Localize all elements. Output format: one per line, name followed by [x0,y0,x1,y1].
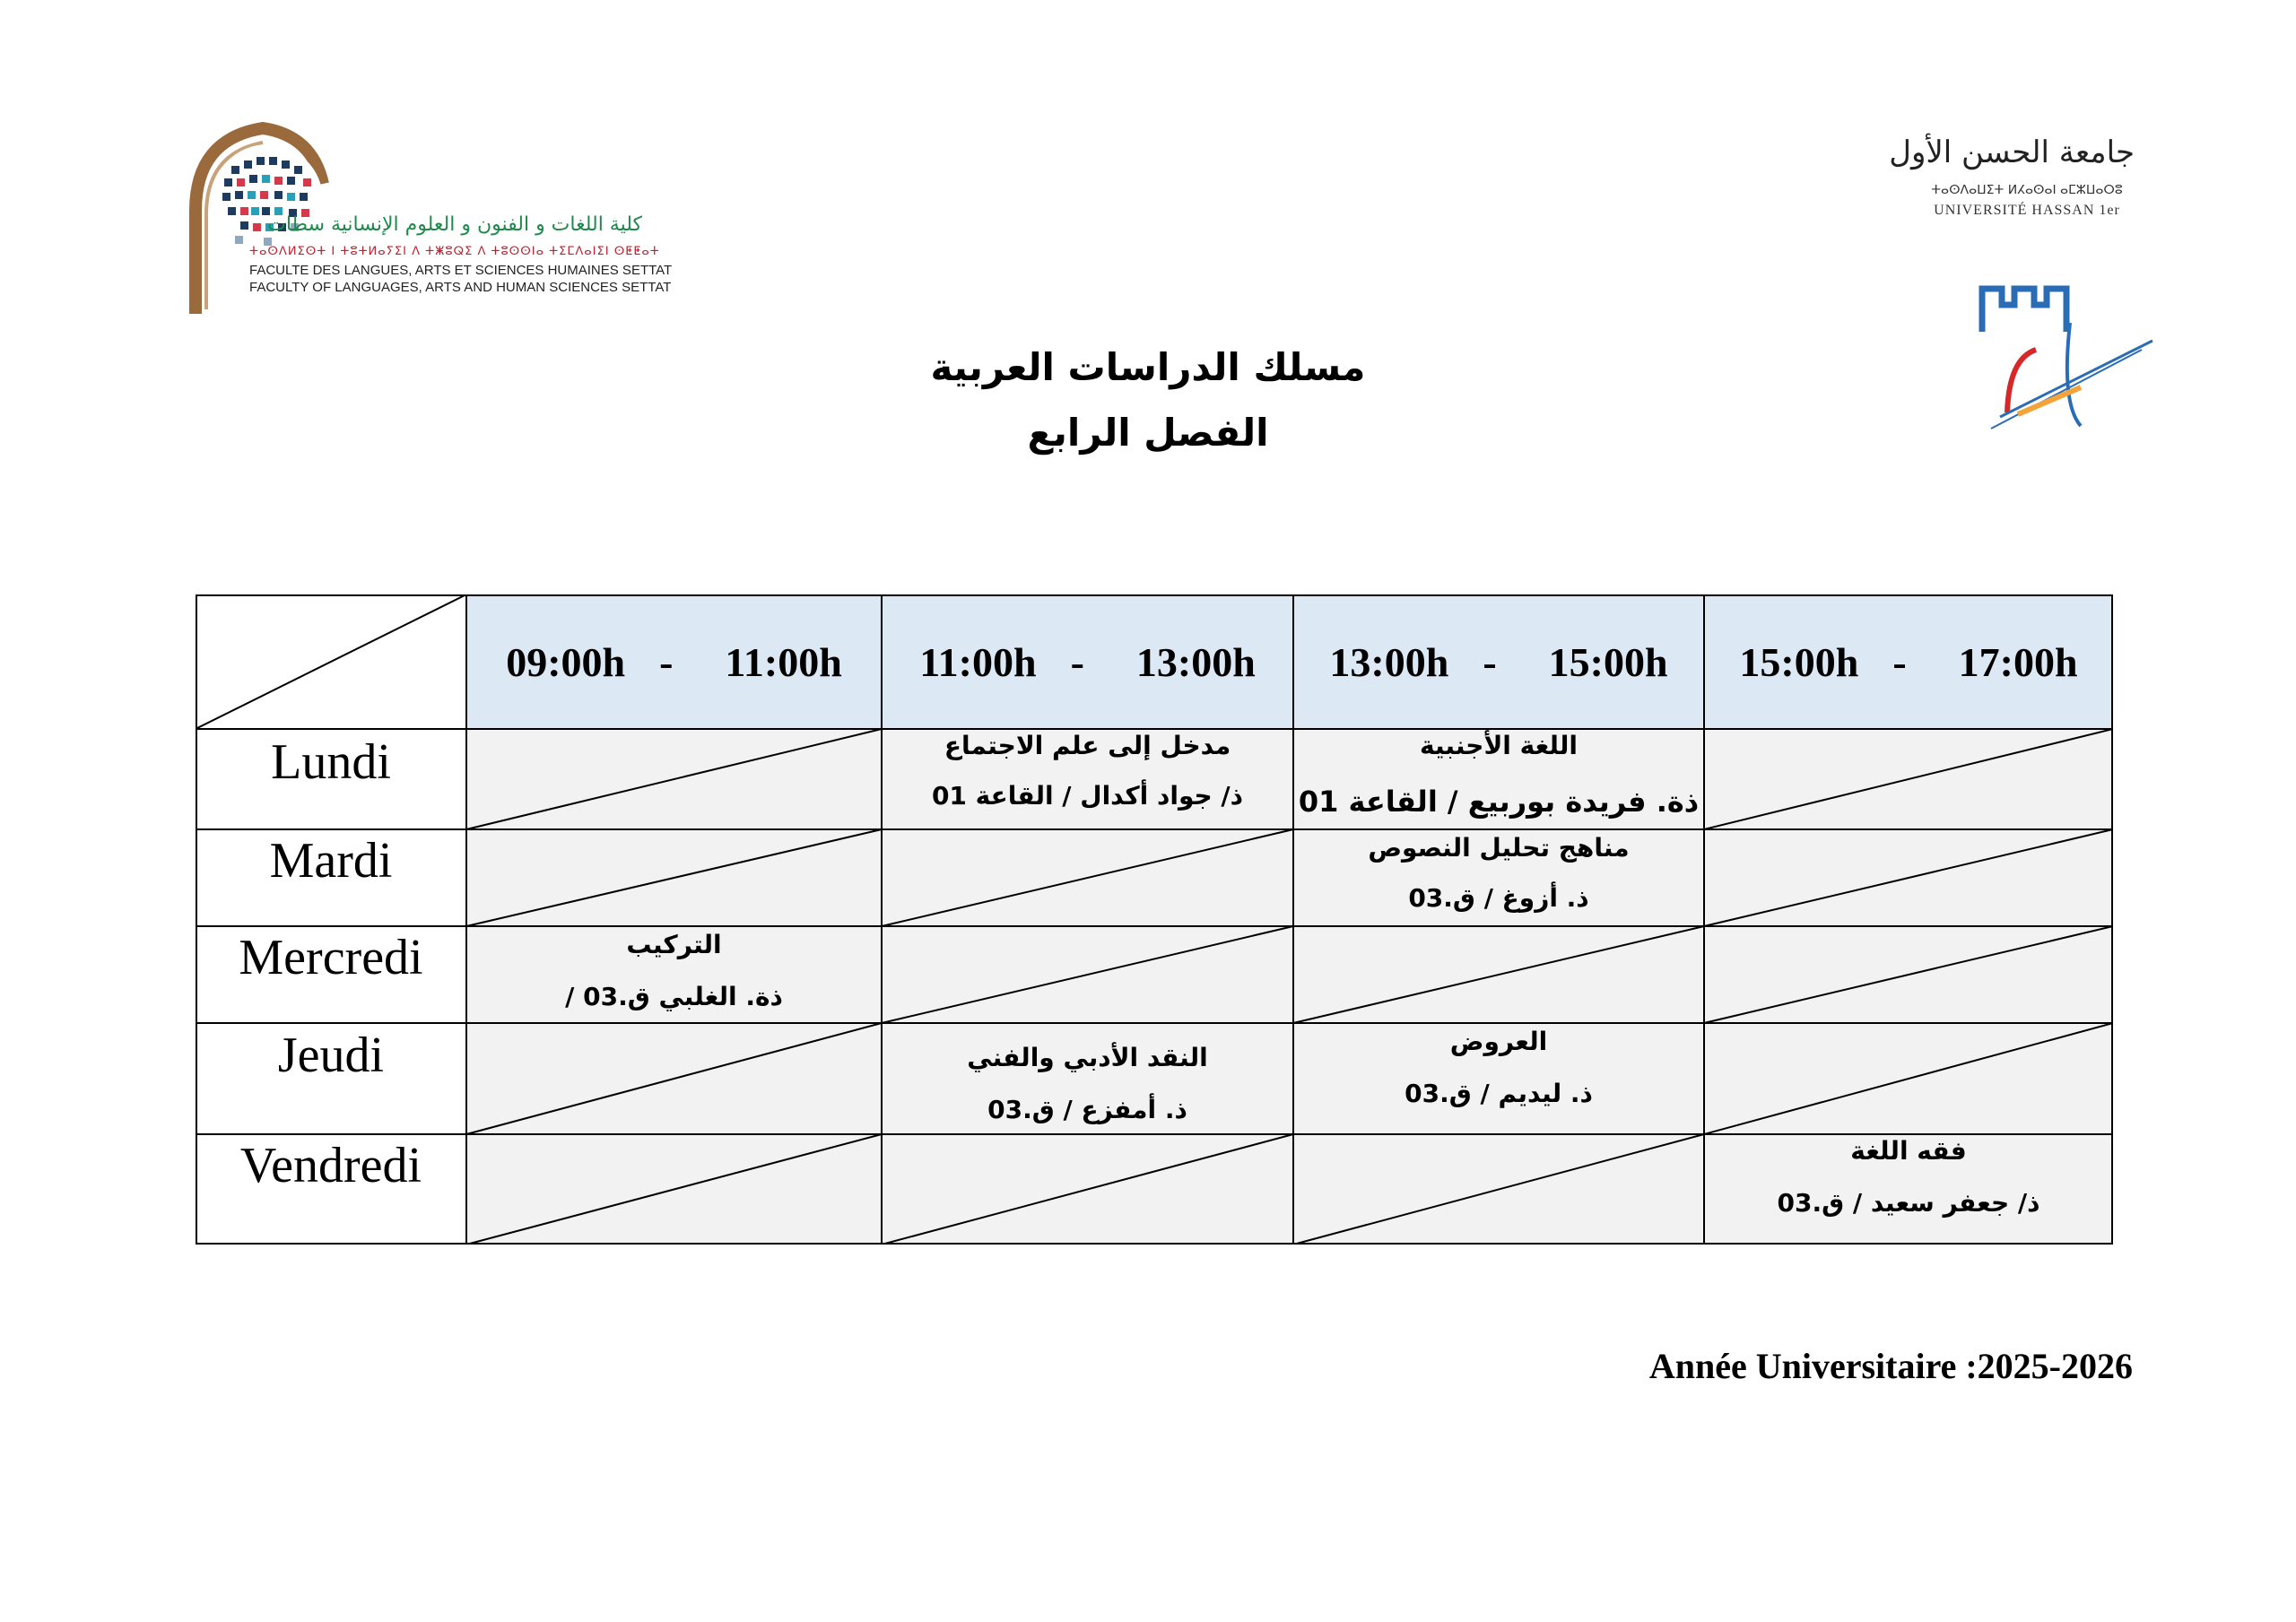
faculty-arabic-name: كلية اللغات و الفنون و العلوم الإنسانية سطات [267,213,642,236]
faculty-english-name: FACULTY OF LANGUAGES, ARTS AND HUMAN SCIENCES SETTAT [249,280,672,295]
faculty-logo [178,121,673,318]
time-slot-header: 15:00h - 17:00h [1739,638,2078,685]
university-tifinagh-name: ⵜⴰⵙⴷⴰⵡⵉⵜ ⵍⵃⴰⵙⴰⵏ ⴰⵎⵣⵡⴰⵔⵓ [1931,183,2123,197]
day-label: Jeudi [277,1028,385,1083]
session-detail: ذة. فريدة بوربيع / القاعة 01 [1298,785,1700,819]
session-detail: ذ/ جواد أكدال / القاعة 01 [931,781,1244,811]
time-slot-header: 09:00h - 11:00h [506,638,842,685]
session-course: التركيب [626,930,722,959]
session-detail: ذ/ جعفر سعيد / ق.03 [1777,1188,2040,1218]
session-detail: ذ. أزوغ / ق.03 [1408,883,1589,913]
session-course: فقه اللغة [1850,1136,1967,1166]
academic-year: Année Universitaire :2025-2026 [1648,1346,2133,1386]
program-title: مسلك الدراسات العربية [930,345,1366,389]
timetable [196,594,2113,1245]
university-arabic-name: جامعة الحسن الأول [1889,134,2135,170]
day-label: Mardi [269,833,393,889]
session-course: اللغة الأجنبية [1420,731,1578,760]
semester-title: الفصل الرابع [1027,411,1269,455]
university-emblem-icon [1901,224,2170,439]
session-detail: ذة. الغلبي ق.03 / [565,982,783,1011]
session-course: النقد الأدبي والفني [967,1043,1208,1072]
faculty-french-name: FACULTE DES LANGUES, ARTS ET SCIENCES HUMAINES SETTAT [249,263,673,278]
session-course: مدخل إلى علم الاجتماع [944,731,1231,760]
day-label: Mercredi [239,930,423,985]
session-detail: ذ. ليديم / ق.03 [1405,1079,1593,1108]
day-label: Vendredi [239,1138,422,1193]
session-course: مناهج تحليل النصوص [1368,833,1630,863]
faculty-tifinagh-name: ⵜⴰⵙⴷⵍⵉⵙⵜ ⵏ ⵜⵓⵜⵍⴰⵢⵉⵏ ⴷ ⵜⵥⵓⵕⵉ ⴷ ⵜⵓⵙⵙⵏⴰ ⵜⵉⵎⴷⴰⵏⵉⵏ ⵙⵟⵟⴰⵜ [249,245,660,258]
time-slot-header: 11:00h - 13:00h [919,638,1256,685]
university-french-name: UNIVERSITÉ HASSAN 1er [1934,203,2120,218]
university-logo [1889,134,2170,439]
session-course: العروض [1449,1027,1548,1056]
day-label: Lundi [271,734,391,790]
time-slot-header: 13:00h - 15:00h [1329,638,1668,685]
session-detail: ذ. أمفزع / ق.03 [987,1095,1187,1124]
